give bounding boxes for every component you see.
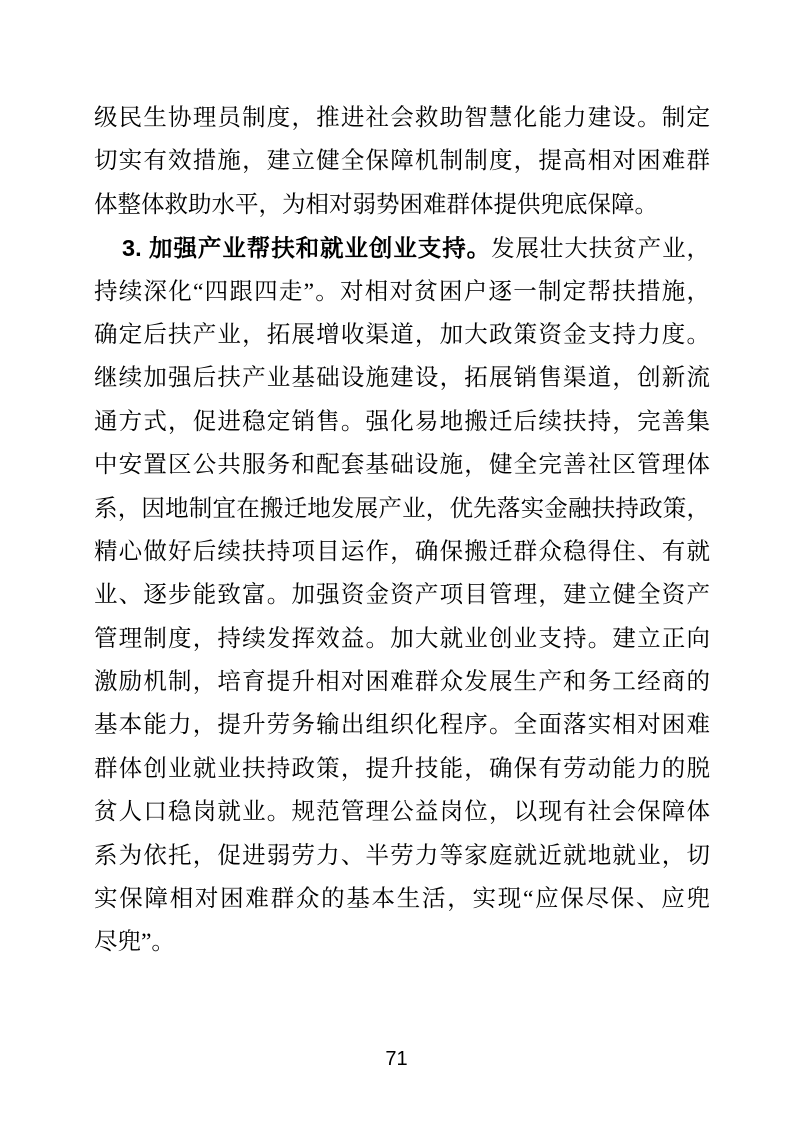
text-run: 群体创业就业扶持政策，提升技能，确保有劳动能力的脱 (94, 755, 710, 782)
text-run: 级民生协理员制度，推进社会救助智慧化能力建设。制定 (94, 105, 710, 131)
text-run: 发展壮大扶贫产业， (491, 236, 710, 263)
paragraph (94, 97, 710, 227)
text-run: 持续深化“四跟四走”。对相对贫困户逐一制定帮扶措施， (94, 278, 710, 305)
text-run: 激励机制，培育提升相对困难群众发展生产和务工经商的 (94, 669, 710, 696)
text-line (94, 878, 710, 921)
text-run: 切实有效措施，建立健全保障机制制度，提高相对困难群 (94, 148, 710, 175)
text-line (94, 357, 710, 400)
text-run: 业、逐步能致富。加强资金资产项目管理，建立健全资产 (94, 582, 710, 609)
text-run: 精心做好后续扶持项目运作，确保搬迁群众稳得住、有就 (94, 538, 710, 565)
text-line (94, 574, 710, 617)
paragraph (94, 227, 710, 965)
text-line (94, 444, 710, 487)
text-line (94, 227, 710, 270)
text-line (94, 704, 710, 747)
text-run: 系，因地制宜在搬迁地发展产业，优先落实金融扶持政策， (94, 495, 710, 522)
text-line (94, 618, 710, 661)
text-line (94, 531, 710, 574)
text-line (94, 791, 710, 834)
text-run: 确定后扶产业，拓展增收渠道，加大政策资金支持力度。 (94, 321, 710, 348)
text-line (94, 835, 710, 878)
page-number: 71 (385, 1048, 408, 1070)
text-run: 体整体救助水平，为相对弱势困难群体提供兜底保障。 (94, 191, 658, 218)
text-line (94, 184, 710, 227)
text-run: 中安置区公共服务和配套基础设施，健全完善社区管理体 (94, 452, 710, 479)
text-run: 通方式，促进稳定销售。强化易地搬迁后续扶持，完善集 (94, 408, 710, 435)
text-line (94, 271, 710, 314)
section-heading: 3. 加强产业帮扶和就业创业支持。 (122, 235, 492, 262)
text-line (94, 314, 710, 357)
text-run: 系为依托，促进弱劳力、半劳力等家庭就近就地就业，切 (94, 842, 710, 869)
text-run: 尽兜”。 (94, 929, 175, 956)
text-run: 管理制度，持续发挥效益。加大就业创业支持。建立正向 (94, 625, 710, 652)
document-body (94, 97, 710, 965)
text-run: 贫人口稳岗就业。规范管理公益岗位，以现有社会保障体 (94, 799, 710, 826)
text-line (94, 661, 710, 704)
text-line (94, 488, 710, 531)
text-run: 实保障相对困难群众的基本生活，实现“应保尽保、应兜 (94, 886, 710, 913)
text-line (94, 748, 710, 791)
text-line (94, 921, 710, 964)
text-line (94, 140, 710, 183)
text-run: 继续加强后扶产业基础设施建设，拓展销售渠道，创新流 (94, 365, 710, 392)
text-run: 基本能力，提升劳务输出组织化程序。全面落实相对困难 (94, 712, 710, 739)
text-line (94, 401, 710, 444)
text-line (94, 97, 710, 140)
